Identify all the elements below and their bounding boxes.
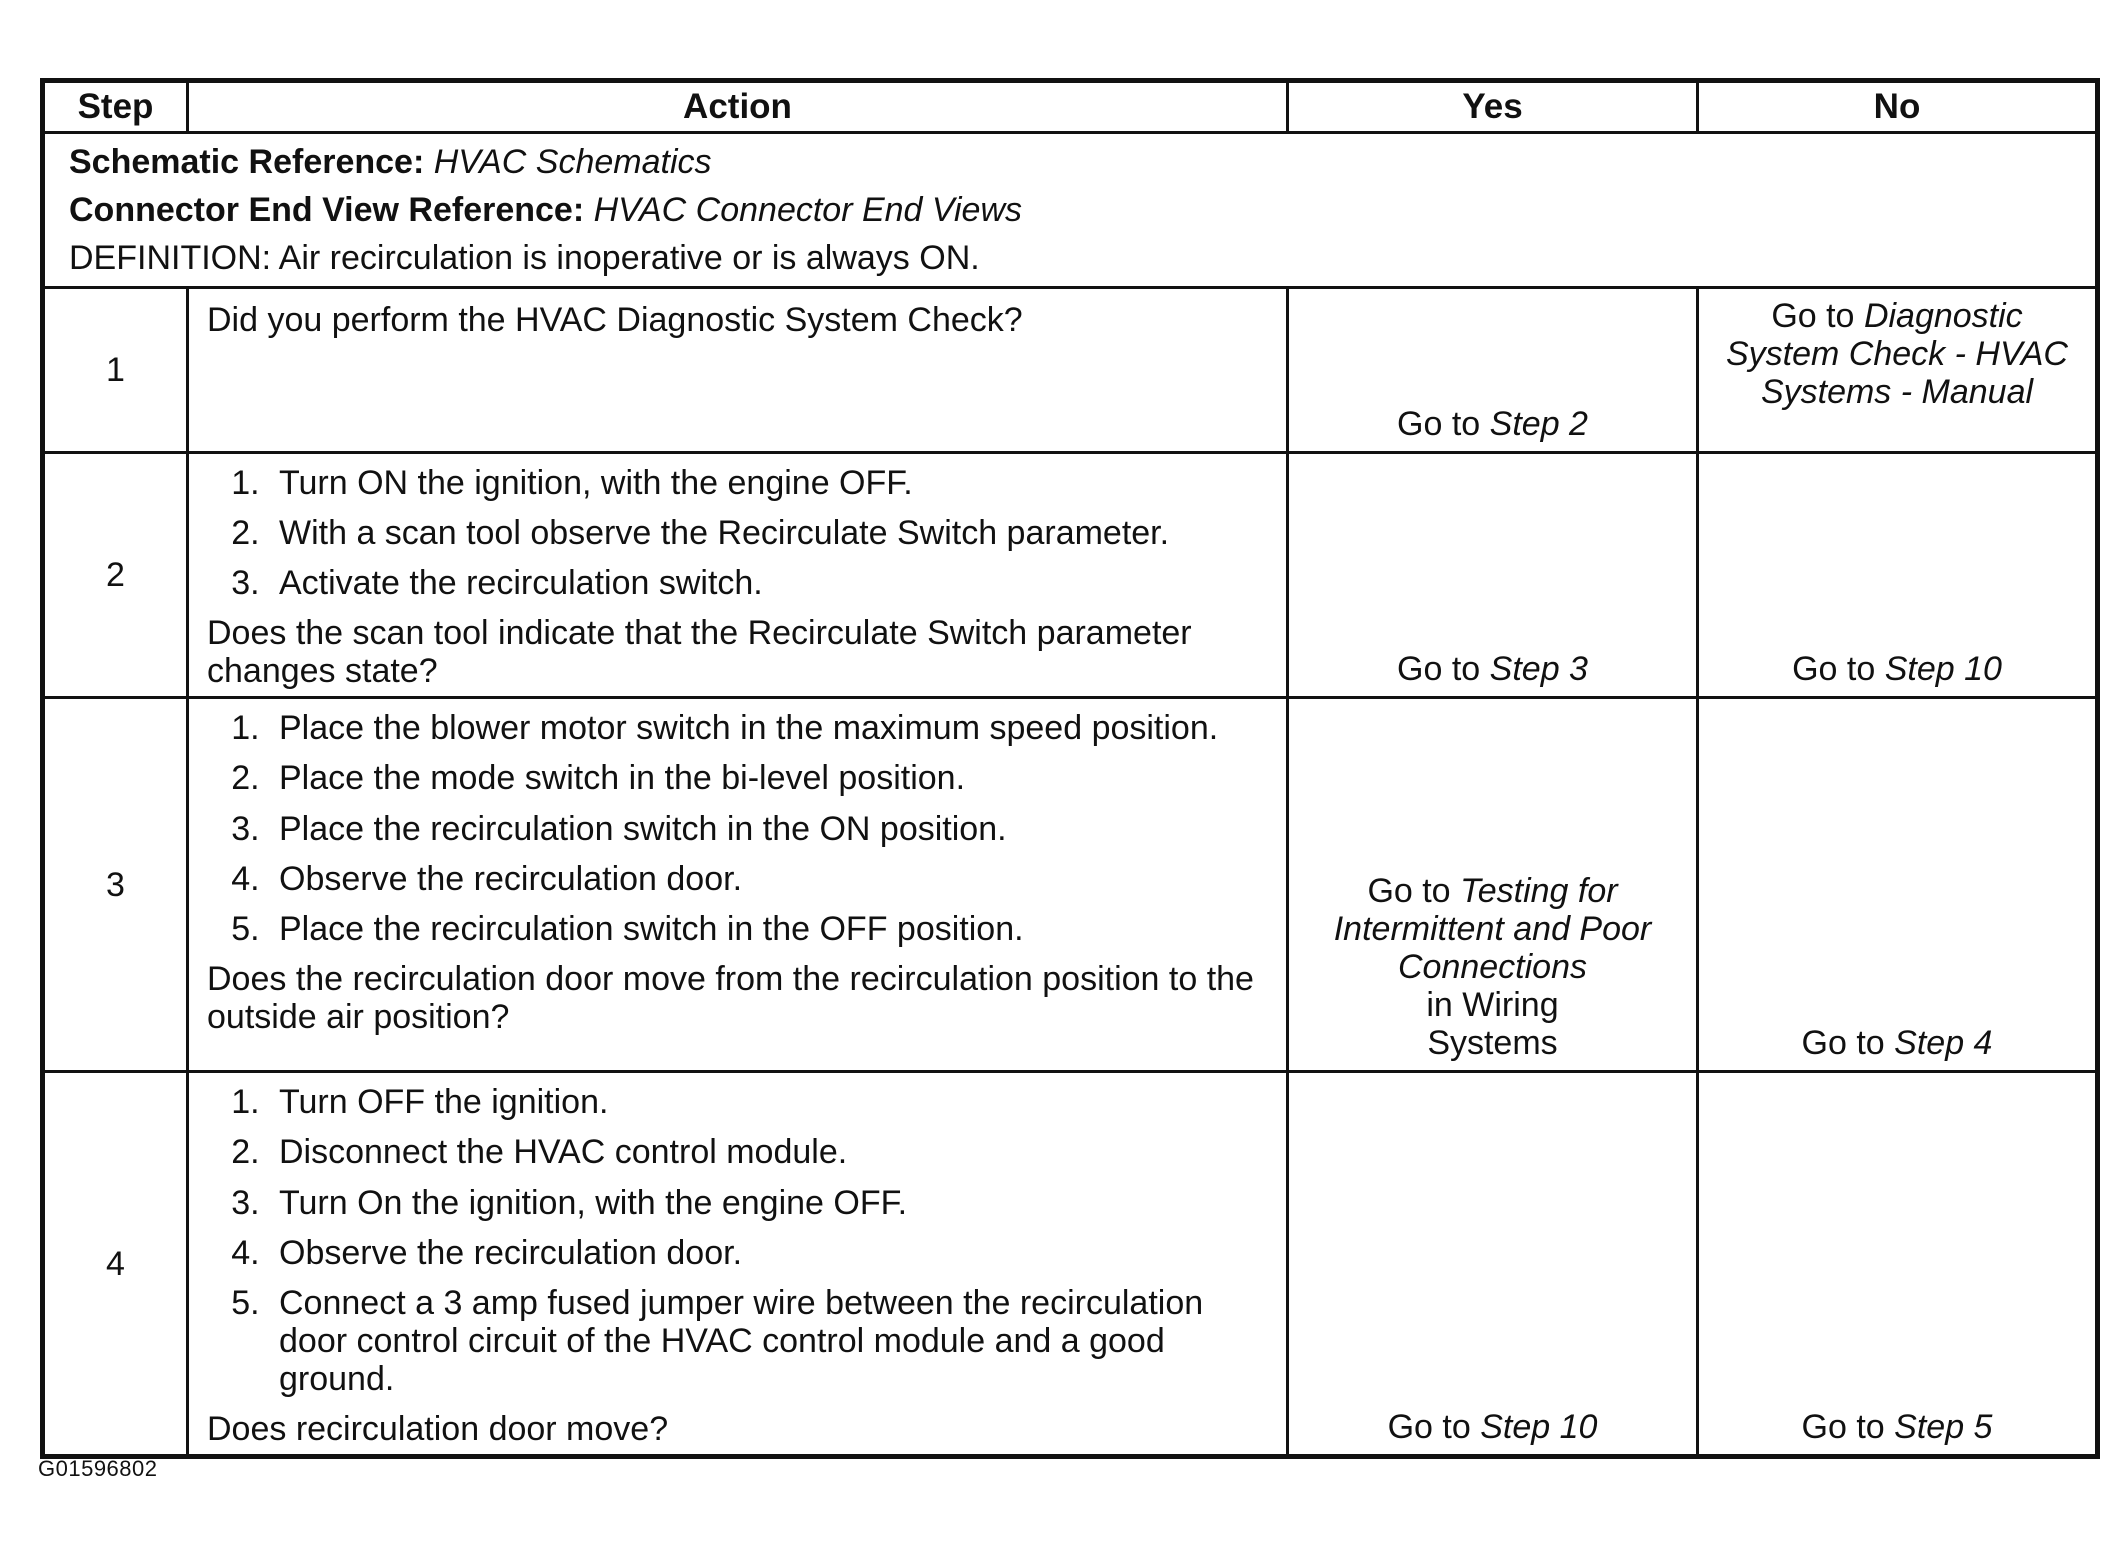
list-item: 3. Place the recirculation switch in the ON position. [269,810,1274,848]
action-cell [188,698,1288,1072]
schematic-reference-link[interactable]: HVAC Schematics [433,143,712,181]
table-header-row [43,81,2098,133]
reference-cell [43,133,2098,288]
no-prefix: Go to [1801,1407,1885,1446]
step-number: 1 [43,288,188,453]
definition-text: DEFINITION: Air recirculation is inoperative or is always ON. [69,239,980,277]
yes-link-line-1[interactable]: Testing for [1460,872,1618,910]
no-link[interactable]: Step 5 [1894,1407,1993,1446]
no-go-to [1709,297,2085,335]
list-item: 2. Place the mode switch in the bi-level position. [269,759,1274,797]
yes-suffix-line-1: in Wiring [1426,986,1559,1025]
yes-link[interactable]: Step 10 [1480,1407,1598,1446]
question-text: Did you perform the HVAC Diagnostic System Check? [207,301,1023,339]
list-item: 5. Place the recirculation switch in the OFF position. [269,910,1274,948]
yes-prefix: Go to [1397,404,1481,443]
no-prefix: Go to [1771,297,1855,335]
list-item: 2. Disconnect the HVAC control module. [269,1133,1274,1171]
diagnostic-table [40,78,2100,1459]
no-link-line-3[interactable]: Systems - Manual [1760,373,2034,412]
yes-link-line-2[interactable]: Intermittent and Poor [1333,910,1652,949]
figure-id: G01596802 [38,1456,158,1481]
schematic-reference-label: Schematic Reference: [69,143,425,181]
list-item: 1. Turn OFF the ignition. [269,1083,1274,1121]
yes-cell [1288,288,1698,453]
question-text: Does recirculation door move? [207,1409,669,1448]
no-go-to [1792,650,2002,688]
list-item: 1. Turn ON the ignition, with the engine OFF. [269,464,1274,502]
no-link[interactable]: Step 4 [1894,1024,1993,1063]
no-cell [1698,1072,2098,1457]
yes-cell [1288,1072,1698,1457]
connector-reference-label: Connector End View Reference: [69,191,585,229]
action-list [207,464,1274,602]
step-number: 2 [43,453,188,698]
yes-link-line-3[interactable]: Connections [1397,948,1587,987]
connector-reference [69,186,2071,234]
yes-link[interactable]: Step 2 [1489,404,1588,443]
list-item: 3. Turn On the ignition, with the engine OFF. [269,1184,1274,1222]
header-step: Step [43,81,188,133]
no-link-line-1[interactable]: Diagnostic [1863,297,2023,335]
header-yes: Yes [1288,81,1698,133]
no-go-to [1802,1024,1993,1062]
yes-prefix: Go to [1367,872,1451,910]
no-cell [1698,288,2098,453]
step-number: 3 [43,698,188,1072]
no-link-line-2[interactable]: System Check - HVAC [1726,335,2068,374]
reference-row [43,133,2098,288]
yes-prefix: Go to [1387,1407,1471,1446]
yes-prefix: Go to [1397,650,1481,689]
table-row-step-1 [43,288,2098,453]
yes-go-to [1397,405,1588,443]
no-link[interactable]: Step 10 [1884,650,2002,689]
list-item: 2. With a scan tool observe the Recirculate Switch parameter. [269,514,1274,552]
header-action: Action [188,81,1288,133]
question-text: Does the recirculation door move from the recirculation position to the outside air position? [207,959,1254,1036]
list-item: 5. Connect a 3 amp fused jumper wire between the recirculation door control circuit of the HVAC control module and a good ground. [269,1284,1274,1398]
no-prefix: Go to [1801,1024,1885,1063]
table-row-step-4 [43,1072,2098,1457]
step-number: 4 [43,1072,188,1457]
table-row-step-2 [43,453,2098,698]
yes-cell [1288,453,1698,698]
yes-link[interactable]: Step 3 [1489,650,1588,689]
connector-reference-link[interactable]: HVAC Connector End Views [593,191,1022,229]
list-item: 4. Observe the recirculation door. [269,1234,1274,1272]
list-item: 3. Activate the recirculation switch. [269,564,1274,602]
list-item: 1. Place the blower motor switch in the maximum speed position. [269,709,1274,747]
yes-suffix-line-2: Systems [1427,1024,1558,1063]
yes-go-to [1299,872,1686,910]
list-item: 4. Observe the recirculation door. [269,860,1274,898]
action-cell [188,453,1288,698]
table-row-step-3 [43,698,2098,1072]
no-cell [1698,698,2098,1072]
yes-go-to [1388,1408,1598,1446]
no-prefix: Go to [1792,650,1876,689]
header-no: No [1698,81,2098,133]
action-list [207,1083,1274,1398]
yes-cell [1288,698,1698,1072]
action-cell [188,288,1288,453]
yes-go-to [1397,650,1588,688]
question-text: Does the scan tool indicate that the Recirculate Switch parameter changes state? [207,614,1192,691]
no-go-to [1802,1408,1993,1446]
no-cell [1698,453,2098,698]
action-list [207,709,1274,947]
schematic-reference [69,138,2071,186]
action-cell [188,1072,1288,1457]
